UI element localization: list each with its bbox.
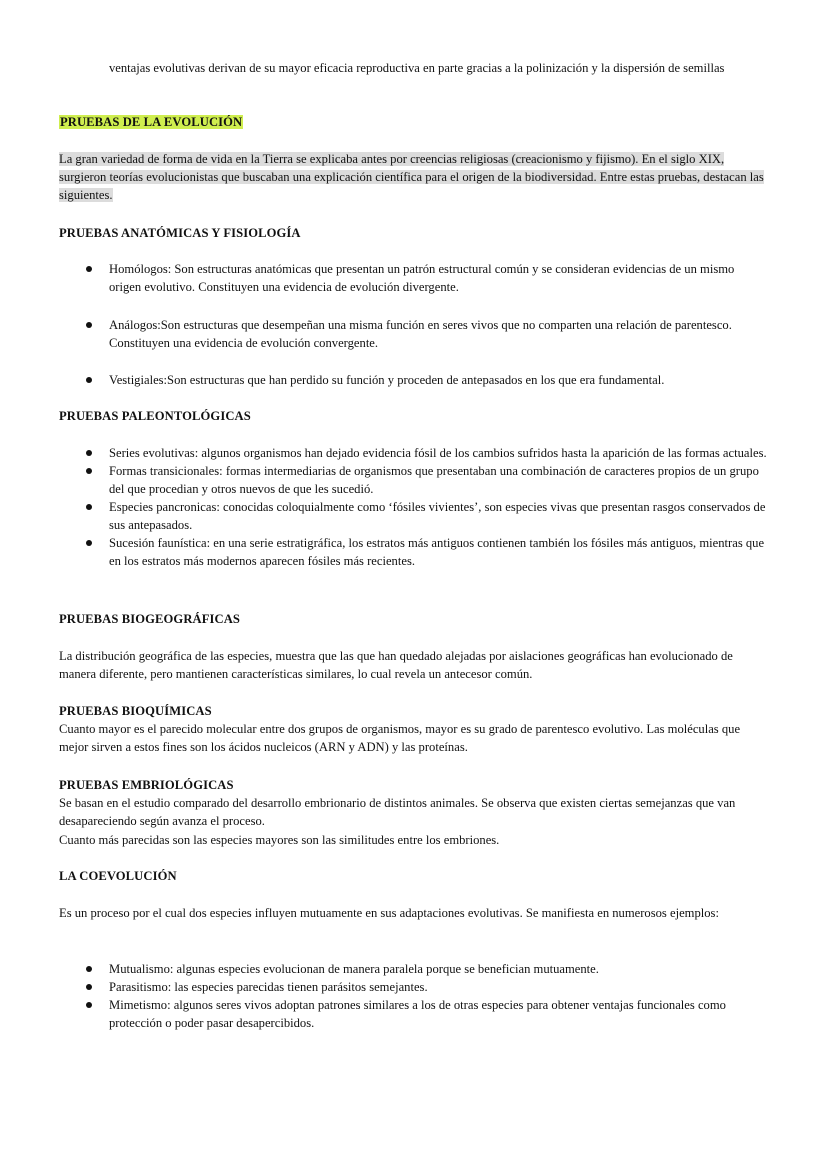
bioquimicas-text: Cuanto mayor es el parecido molecular entre dos grupos de organismos, mayor es su grado de parentesco evolutivo. Las moléculas que mejor sirven a estos fines son los ácidos nucleicos (ARN y ADN) y las proteínas. bbox=[59, 722, 741, 754]
coevolucion-text: Es un proceso por el cual dos especies influyen mutuamente en sus adaptaciones evolutivas. Se manifiesta en numerosos ejemplos: bbox=[59, 906, 719, 920]
list-item: Homólogos: Son estructuras anatómicas que presentan un patrón estructural común y se consideran evidencias de un mismo origen evolutivo. Constituyen una evidencia de evolución divergente. bbox=[59, 260, 769, 296]
pruebas-title-text: PRUEBAS DE LA EVOLUCIÓN bbox=[60, 115, 243, 129]
list-item: Formas transicionales: formas intermediarias de organismos que presentaban una combinación de caracteres propios de un grupo del que procedian y otros nuevos de que les sucedió. bbox=[59, 462, 769, 498]
intro-continuation: ventajas evolutivas derivan de su mayor eficacia reproductiva en parte gracias a la polinización y la dispersión de semillas bbox=[109, 61, 725, 75]
list-item: Mimetismo: algunos seres vivos adoptan patrones similares a los de otras especies para obtener ventajas funcionales como protección o poder pasar desapercibidos. bbox=[59, 996, 769, 1032]
list-item: Series evolutivas: algunos organismos han dejado evidencia fósil de los cambios sufridos hasta la aparición de las formas actuales. bbox=[59, 444, 769, 462]
biogeograficas-title: PRUEBAS BIOGEOGRÁFICAS bbox=[59, 612, 240, 626]
anatomicas-list bbox=[59, 316, 769, 352]
list-item: Sucesión faunística: en una serie estratigráfica, los estratos más antiguos contienen también los fósiles más antiguos, mientras que en los estratos más modernos aparecen fósiles más recientes. bbox=[59, 534, 769, 570]
list-item: Especies pancronicas: conocidas coloquialmente como ‘fósiles vivientes’, son especies vivas que presentan rasgos conservados de sus antepasados. bbox=[59, 498, 769, 534]
embriologicas-text-2: Cuanto más parecidas son las especies mayores son las similitudes entre los embriones. bbox=[59, 833, 500, 847]
paleontologicas-title: PRUEBAS PALEONTOLÓGICAS bbox=[59, 409, 251, 423]
anatomicas-list bbox=[59, 260, 769, 296]
coevolucion-list bbox=[59, 960, 769, 1032]
biogeograficas-text: La distribución geográfica de las especies, muestra que las que han quedado alejadas por aislaciones geográficas han evolucionado de manera diferente, pero mantienen características similares, lo cual revela un antecesor común. bbox=[59, 649, 733, 681]
bioquimicas-title: PRUEBAS BIOQUÍMICAS bbox=[59, 704, 212, 718]
pruebas-title bbox=[59, 113, 765, 131]
anatomicas-title: PRUEBAS ANATÓMICAS Y FISIOLOGÍA bbox=[59, 226, 301, 240]
pruebas-intro-text: La gran variedad de forma de vida en la Tierra se explicaba antes por creencias religiosas (creacionismo y fijismo). En el siglo XIX, surgieron teorías evolucionistas que buscaban una explicación científica para el origen de la biodiversidad. Entre estas pruebas, destacan las siguientes. bbox=[59, 152, 764, 202]
pruebas-intro bbox=[59, 150, 765, 204]
list-item: Análogos:Son estructuras que desempeñan una misma función en seres vivos que no comparten una relación de parentesco. Constituyen una evidencia de evolución convergente. bbox=[59, 316, 769, 352]
list-item: Vestigiales:Son estructuras que han perdido su función y proceden de antepasados en los que era fundamental. bbox=[59, 371, 769, 389]
coevolucion-title: LA COEVOLUCIÓN bbox=[59, 869, 177, 883]
embriologicas-text-1: Se basan en el estudio comparado del desarrollo embrionario de distintos animales. Se observa que existen ciertas semejanzas que van desapareciendo según avanza el proceso. bbox=[59, 796, 736, 828]
paleontologicas-list bbox=[59, 444, 769, 570]
list-item: Mutualismo: algunas especies evolucionan de manera paralela porque se benefician mutuamente. bbox=[59, 960, 769, 978]
list-item: Parasitismo: las especies parecidas tienen parásitos semejantes. bbox=[59, 978, 769, 996]
anatomicas-list bbox=[59, 371, 769, 389]
embriologicas-title: PRUEBAS EMBRIOLÓGICAS bbox=[59, 778, 234, 792]
